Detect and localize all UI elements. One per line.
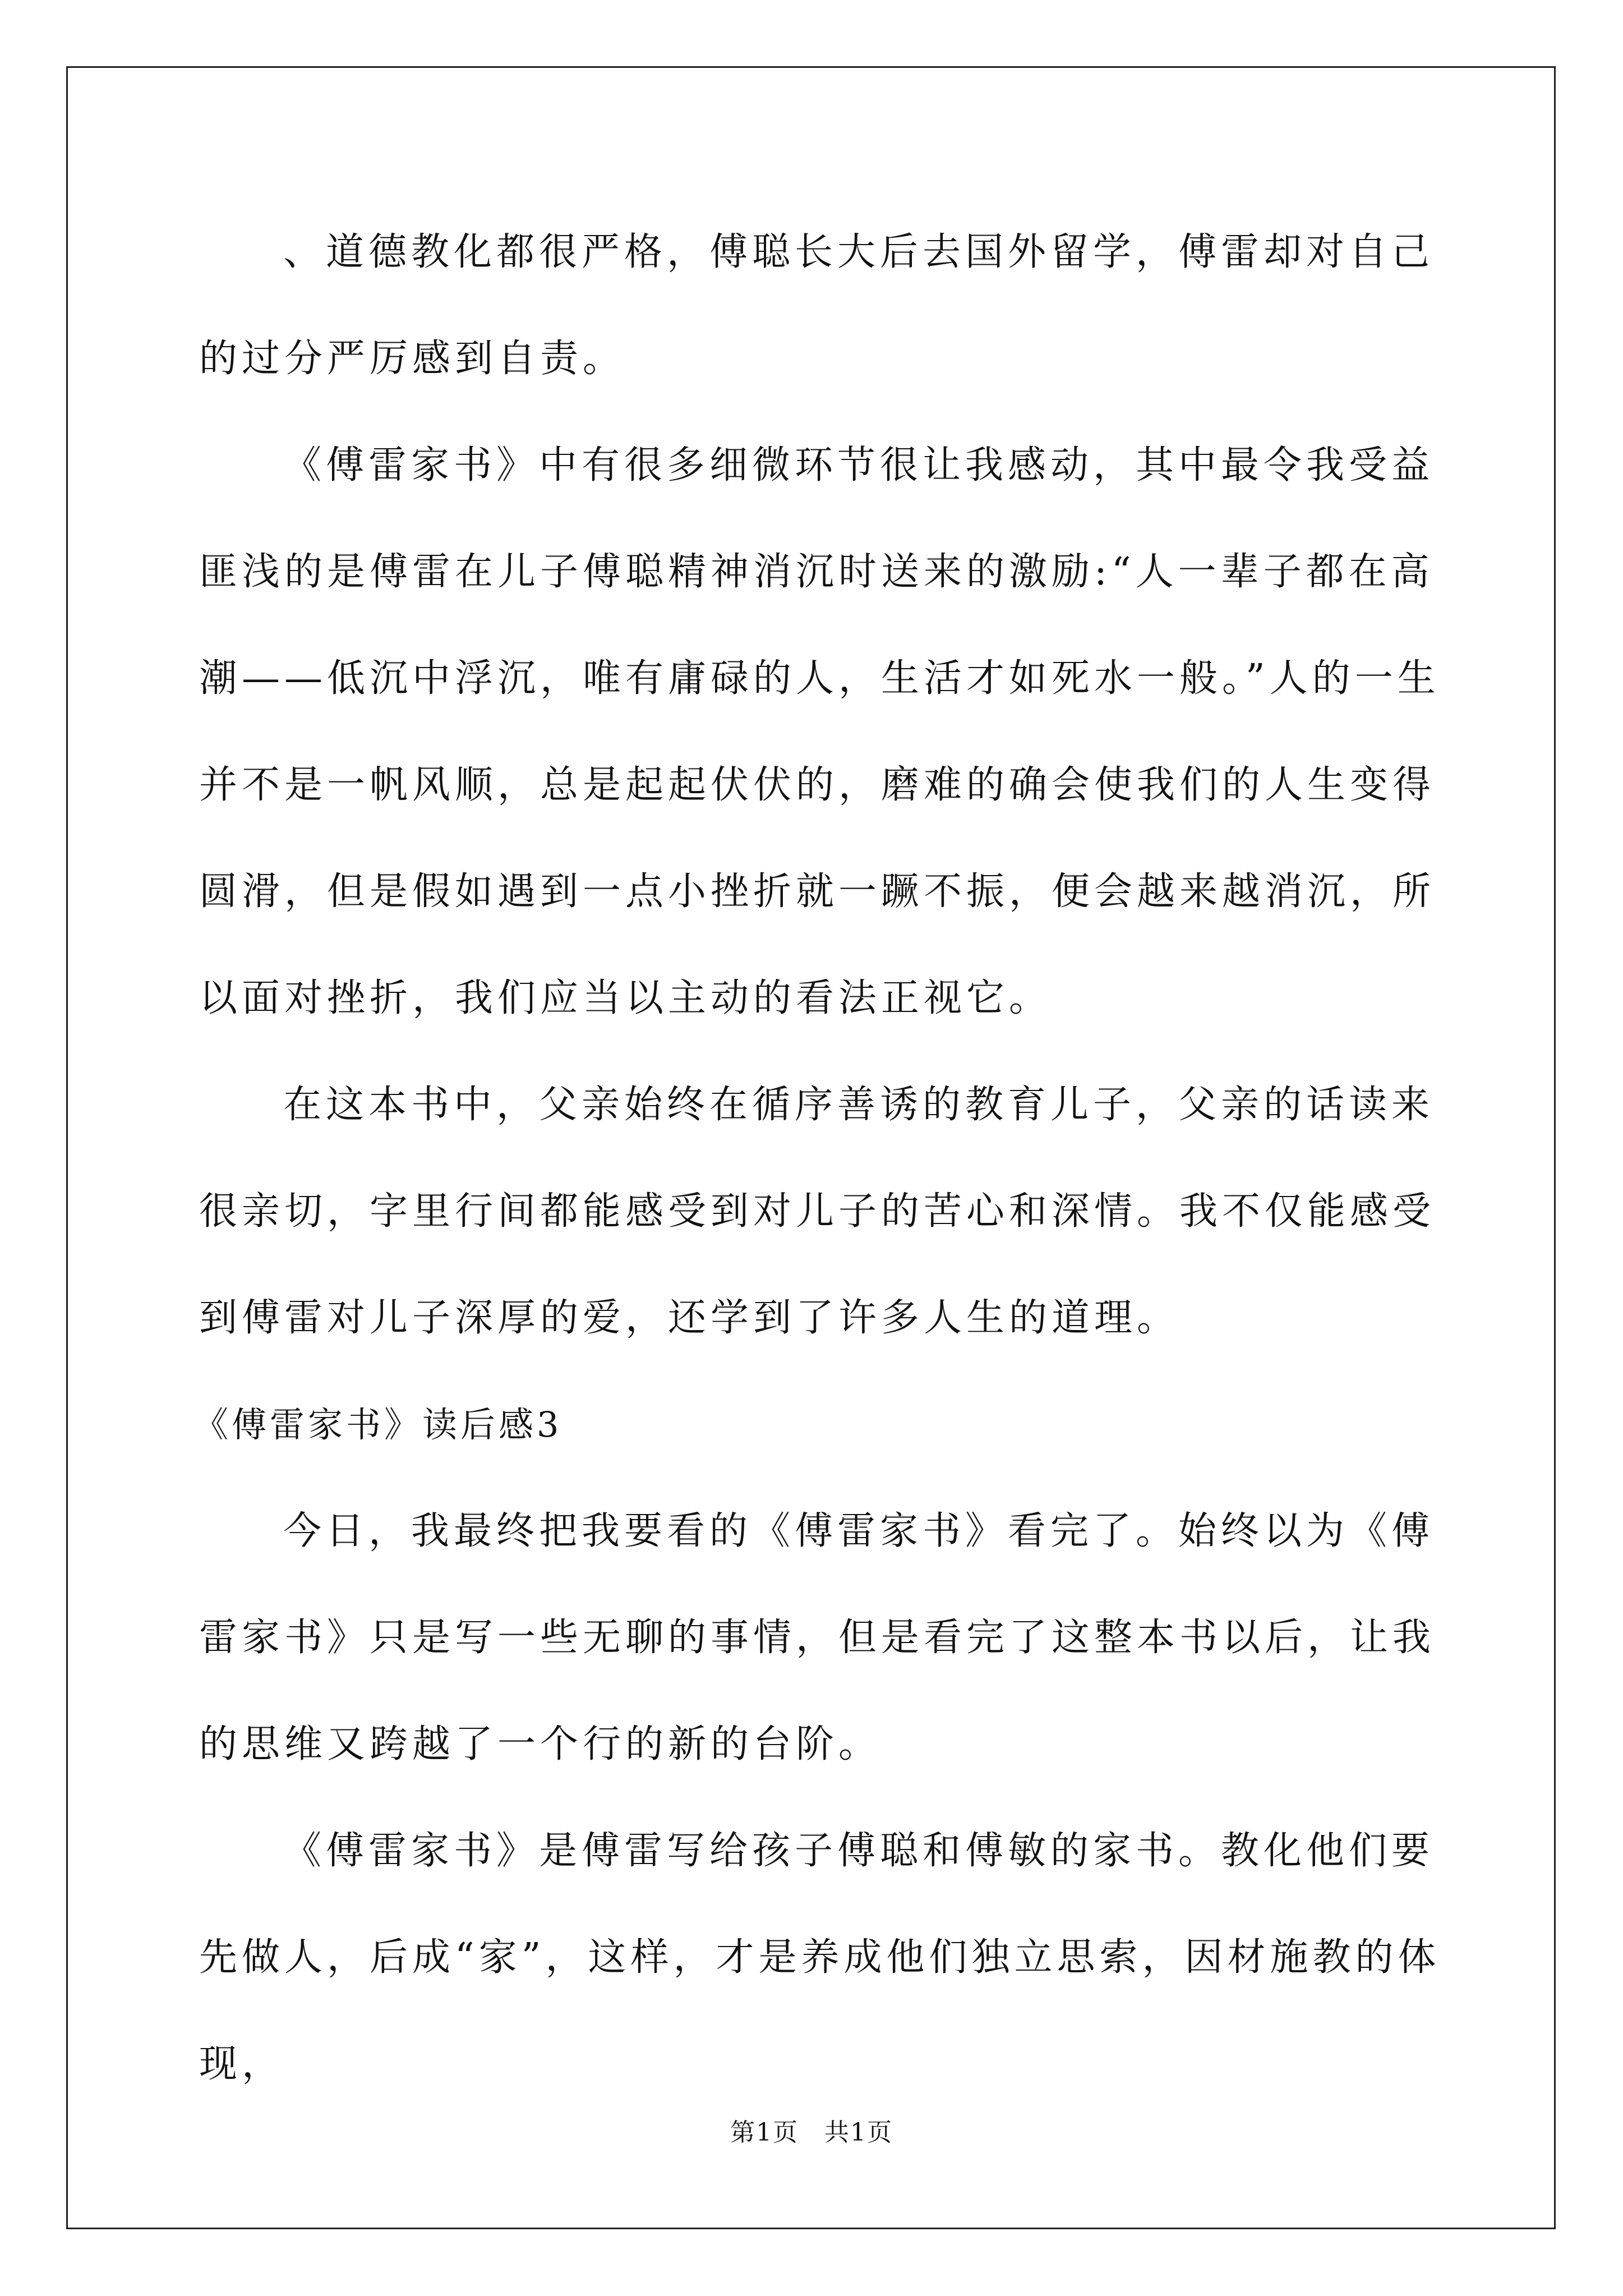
paragraph: 今日，我最终把我要看的《傅雷家书》看完了。始终以为《傅雷家书》只是写一些无聊的事情，但是看完了这整本书以后，让我的思维又跨越了一个行的新的台阶。 bbox=[199, 1509, 1436, 1766]
page-footer: 第1页 共1页 bbox=[730, 2118, 893, 2147]
paragraph: 《傅雷家书》中有很多细微环节很让我感动，其中最令我受益匪浅的是傅雷在儿子傅聪精神消沉时送来的激励:“人一辈子都在高潮——低沉中浮沉，唯有庸碌的人，生活才如死水一般。”人的一生并不是一帆风顺，总是起起伏伏的，磨难的确会使我们的人生变得圆滑，但是假如遇到一点小挫折就一蹶不振，便会越来越消沉，所以面对挫折，我们应当以主动的看法正视它。 bbox=[199, 443, 1440, 1020]
paragraph: 《傅雷家书》是傅雷写给孩子傅聪和傅敏的家书。教化他们要先做人，后成“家”，这样，才是养成他们独立思索，因材施教的体现， bbox=[199, 1829, 1441, 2086]
paragraph: 在这本书中，父亲始终在循序善诱的教育儿子，父亲的话读来很亲切，字里行间都能感受到对儿子的苦心和深情。我不仅能感受到傅雷对儿子深厚的爱，还学到了许多人生的道理。 bbox=[199, 1083, 1436, 1340]
document-body bbox=[193, 199, 1461, 2118]
section-heading: 《傅雷家书》读后感3 bbox=[193, 1404, 562, 1445]
paragraph: 、道德教化都很严格，傅聪长大后去国外留学，傅雷却对自己的过分严厉感到自责。 bbox=[199, 230, 1435, 381]
